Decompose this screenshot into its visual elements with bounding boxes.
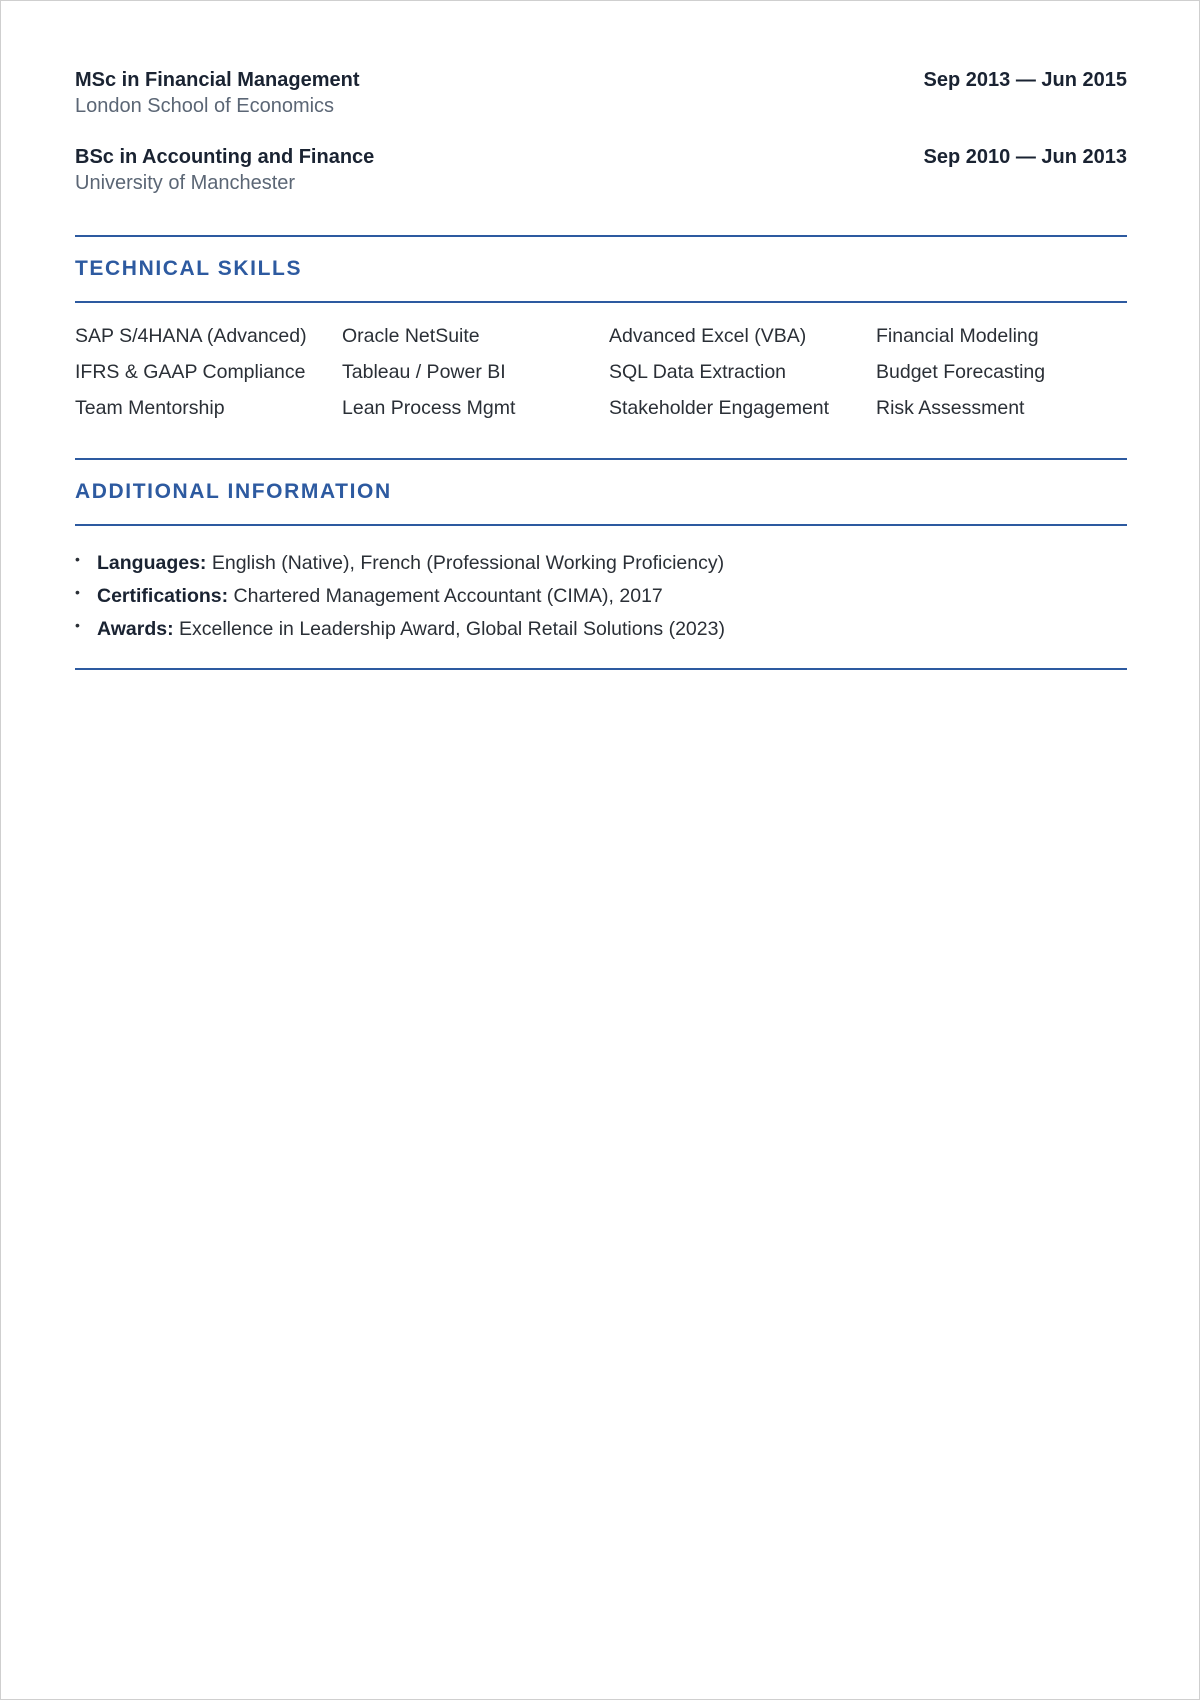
info-text: English (Native), French (Professional Working Proficiency) [211,552,725,574]
info-label: Awards: [97,618,179,640]
section-divider [75,235,1127,237]
school-name: University of Manchester [75,172,296,194]
additional-information-section [75,458,1127,670]
degree-title: MSc in Financial Management [75,69,360,91]
education-dates: Sep 2013 — Jun 2015 [923,69,1127,91]
section-title: ADDITIONAL INFORMATION [75,480,392,503]
education-entry [75,67,1127,119]
bullet-icon: • [75,584,80,600]
info-text: Chartered Management Accountant (CIMA), 2017 [233,585,663,607]
section-divider [75,524,1127,526]
skill-item: IFRS & GAAP Compliance [75,361,306,383]
skill-item: Financial Modeling [876,325,1039,347]
skill-item: Advanced Excel (VBA) [609,325,807,347]
skill-item: Risk Assessment [876,397,1025,419]
skill-item: SAP S/4HANA (Advanced) [75,325,307,347]
bullet-icon: • [75,551,80,567]
skill-item: Tableau / Power BI [342,361,506,383]
bullet-icon: • [75,617,80,633]
skill-item: Stakeholder Engagement [609,397,830,419]
additional-info-list [75,552,1127,641]
technical-skills-section [75,235,1127,420]
list-item [75,552,1127,575]
info-label: Languages: [97,552,212,574]
education-entry [75,144,1127,196]
skill-item: Budget Forecasting [876,361,1046,383]
education-entry-header [75,67,1127,93]
skill-item: Oracle NetSuite [342,325,480,347]
degree-title: BSc in Accounting and Finance [75,146,375,168]
section-divider [75,301,1127,303]
section-divider [75,458,1127,460]
skill-item: SQL Data Extraction [609,361,787,383]
section-divider [75,668,1127,670]
list-item [75,585,1127,608]
resume-content [75,67,1127,670]
info-label: Certifications: [97,585,234,607]
skill-item: Team Mentorship [75,397,225,419]
section-title: TECHNICAL SKILLS [75,257,303,280]
info-text: Excellence in Leadership Award, Global Retail Solutions (2023) [179,618,725,640]
school-name: London School of Economics [75,95,335,117]
education-dates: Sep 2010 — Jun 2013 [923,146,1127,168]
list-item [75,618,1127,641]
education-entry-header [75,144,1127,170]
skills-grid [75,325,1127,420]
skill-item: Lean Process Mgmt [342,397,516,419]
education-section [75,67,1127,196]
